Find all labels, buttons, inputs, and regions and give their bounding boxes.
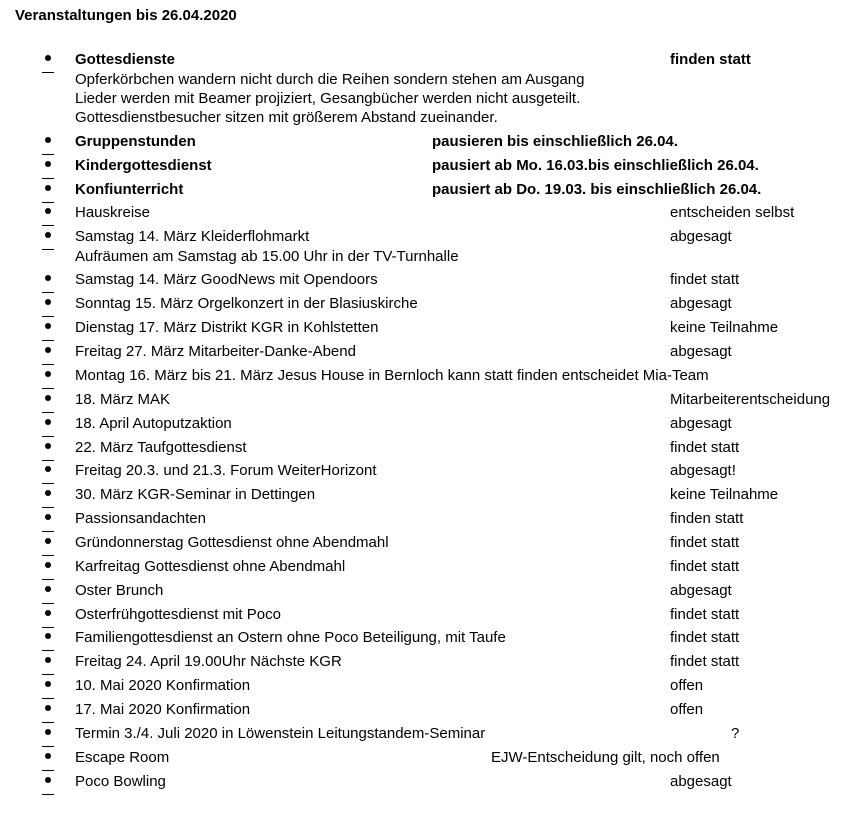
item-label: Hauskreise: [75, 204, 151, 221]
bullet-icon: [42, 461, 54, 481]
item-label: 10. Mai 2020 Konfirmation: [75, 677, 251, 694]
item-note: Aufräumen am Samstag ab 15.00 Uhr in der TV-Turnhalle: [75, 248, 459, 265]
bullet-icon: [42, 652, 54, 672]
bullet-icon: [42, 203, 54, 223]
item-note: Lieder werden mit Beamer projiziert, Gesangbücher werden nicht ausgeteilt.: [75, 90, 581, 107]
item-label: Freitag 24. April 19.00Uhr Nächste KGR: [75, 653, 342, 670]
item-label: 18. April Autoputzaktion: [75, 415, 232, 432]
item-label: Freitag 27. März Mitarbeiter-Danke-Abend: [75, 343, 356, 360]
item-label: 22. März Taufgottesdienst: [75, 439, 247, 456]
item-status: abgesagt: [670, 295, 732, 312]
page-title: Veranstaltungen bis 26.04.2020: [15, 7, 237, 24]
bullet-icon: [42, 509, 54, 529]
bullet-icon: [42, 156, 54, 176]
bullet-icon: [42, 700, 54, 720]
item-label: Samstag 14. März GoodNews mit Opendoors: [75, 271, 378, 288]
item-status: abgesagt: [670, 773, 732, 790]
item-label: Gottesdienste: [75, 51, 176, 68]
bullet-icon: [42, 318, 54, 338]
item-label: Gruppenstunden: [75, 133, 196, 150]
item-label: Freitag 20.3. und 21.3. Forum WeiterHorizont: [75, 462, 377, 479]
item-note: Opferkörbchen wandern nicht durch die Reihen sondern stehen am Ausgang: [75, 71, 585, 88]
item-status: entscheiden selbst: [670, 204, 795, 221]
item-label: Oster Brunch: [75, 582, 164, 599]
bullet-icon: [42, 414, 54, 434]
bullet-icon: [42, 390, 54, 410]
item-status: findet statt: [670, 653, 740, 670]
bullet-icon: [42, 772, 54, 792]
bullet-icon: [42, 533, 54, 553]
item-status: ?: [731, 725, 740, 742]
item-status: finden statt: [670, 51, 751, 68]
bullet-icon: [42, 628, 54, 648]
item-note: Gottesdienstbesucher sitzen mit größerem Abstand zueinander.: [75, 109, 498, 126]
item-status: abgesagt: [670, 228, 732, 245]
item-status: findet statt: [670, 271, 740, 288]
item-label: Escape Room: [75, 749, 170, 766]
item-status: offen: [670, 677, 704, 694]
item-label: Konfiunterricht: [75, 181, 184, 198]
item-label: Poco Bowling: [75, 773, 166, 790]
bullet-icon: [42, 50, 54, 70]
bullet-icon: [42, 342, 54, 362]
item-status: abgesagt: [670, 415, 732, 432]
bullet-icon: [42, 180, 54, 200]
item-label: Samstag 14. März Kleiderflohmarkt: [75, 228, 310, 245]
item-label: Montag 16. März bis 21. März Jesus House in Bernloch kann statt finden entscheidet Mia-Team: [75, 367, 709, 384]
bullet-icon: [42, 270, 54, 290]
bullet-icon: [42, 366, 54, 386]
item-status: offen: [670, 701, 704, 718]
bullet-icon: [42, 227, 54, 247]
item-status: findet statt: [670, 629, 740, 646]
item-status: finden statt: [670, 510, 744, 527]
bullet-icon: [42, 132, 54, 152]
item-status: pausiert ab Mo. 16.03.bis einschließlich 26.04.: [432, 157, 759, 174]
item-label: Gründonnerstag Gottesdienst ohne Abendmahl: [75, 534, 389, 551]
bullet-icon: [42, 485, 54, 505]
item-status: findet statt: [670, 558, 740, 575]
item-label: 18. März MAK: [75, 391, 171, 408]
item-label: 17. Mai 2020 Konfirmation: [75, 701, 251, 718]
item-status: abgesagt!: [670, 462, 736, 479]
item-status: abgesagt: [670, 582, 732, 599]
item-label: Osterfrühgottesdienst mit Poco: [75, 606, 281, 623]
item-status: findet statt: [670, 439, 740, 456]
item-status: pausiert ab Do. 19.03. bis einschließlich 26.04.: [432, 181, 762, 198]
item-status: EJW-Entscheidung gilt, noch offen: [491, 749, 720, 766]
bullet-icon: [42, 557, 54, 577]
bullet-icon: [42, 438, 54, 458]
bullet-icon: [42, 724, 54, 744]
item-status: abgesagt: [670, 343, 732, 360]
item-label: Sonntag 15. März Orgelkonzert in der Blasiuskirche: [75, 295, 418, 312]
item-label: Passionsandachten: [75, 510, 206, 527]
item-status: findet statt: [670, 606, 740, 623]
item-label: 30. März KGR-Seminar in Dettingen: [75, 486, 316, 503]
item-status: Mitarbeiterentscheidung: [670, 391, 831, 408]
bullet-icon: [42, 581, 54, 601]
item-label: Dienstag 17. März Distrikt KGR in Kohlstetten: [75, 319, 379, 336]
item-label: Kindergottesdienst: [75, 157, 212, 174]
item-status: keine Teilnahme: [670, 486, 779, 503]
item-label: Familiengottesdienst an Ostern ohne Poco Beteiligung, mit Taufe: [75, 629, 506, 646]
item-label: Karfreitag Gottesdienst ohne Abendmahl: [75, 558, 346, 575]
item-label: Termin 3./4. Juli 2020 in Löwenstein Leitungstandem-Seminar: [75, 725, 486, 742]
item-status: keine Teilnahme: [670, 319, 779, 336]
bullet-icon: [42, 676, 54, 696]
item-status: findet statt: [670, 534, 740, 551]
bullet-icon: [42, 294, 54, 314]
bullet-icon: [42, 605, 54, 625]
item-status: pausieren bis einschließlich 26.04.: [432, 133, 678, 150]
bullet-icon: [42, 748, 54, 768]
